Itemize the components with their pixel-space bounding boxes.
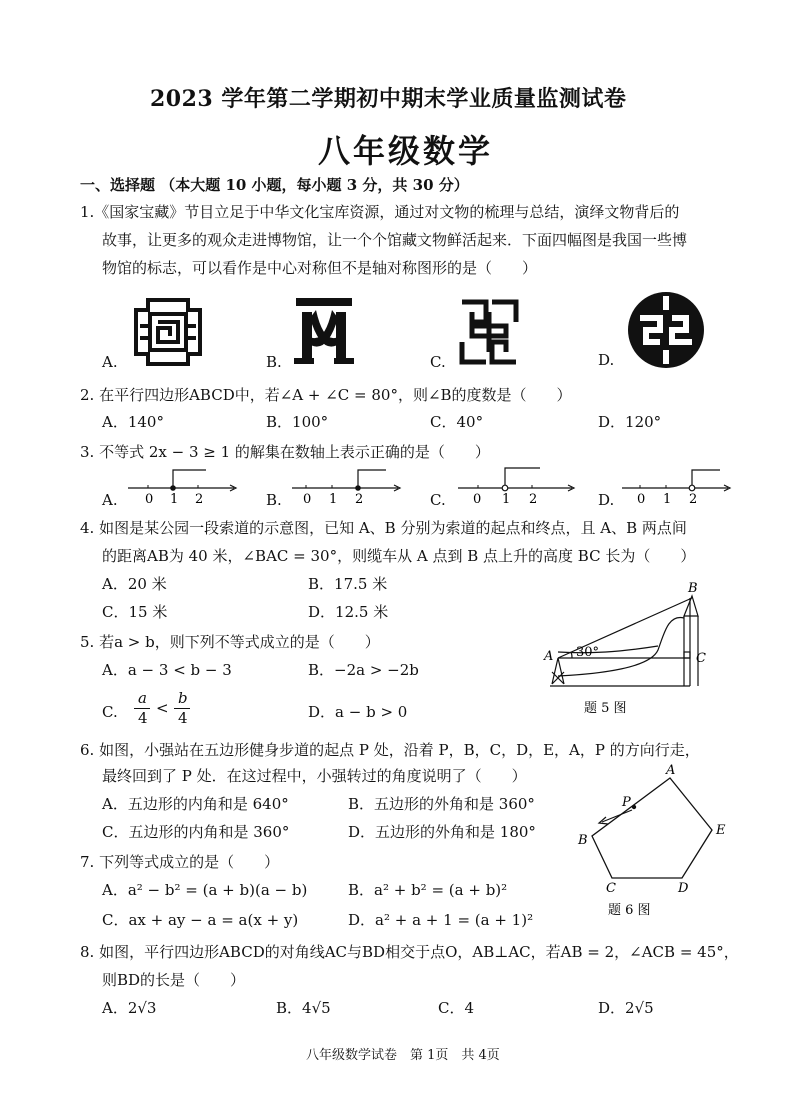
q3-stem: 3. 不等式 2x − 3 ≥ 1 的解集在数轴上表示正确的是（ ）: [80, 443, 490, 461]
q5-option-d: D．a − b > 0: [308, 703, 408, 721]
fig5-label-c: C: [696, 651, 706, 666]
q1-line3: 物馆的标志，可以看作是中心对称但不是轴对称图形的是（ ）: [102, 259, 538, 277]
q6-line2: 最终回到了 P 处．在这过程中，小强转过的角度说明了（ ）: [102, 767, 527, 785]
q4-option-c: C．15 米: [102, 603, 168, 621]
q5-option-a: A．a − 3 < b − 3: [102, 661, 232, 679]
q6-option-a: A．五边形的内角和是 640°: [102, 795, 289, 813]
q8-option-b: B．4√5: [276, 999, 331, 1017]
q2-option-b: B．100°: [266, 413, 329, 431]
q6-option-d: D．五边形的外角和是 180°: [348, 823, 536, 841]
q1-line2: 故事，让更多的观众走进博物馆，让一个个馆藏文物鲜活起来．下面四幅图是我国一些博: [102, 231, 688, 249]
q1-line1: 1.《国家宝藏》节目立足于中华文化宝库资源，通过对文物的梳理与总结，演绎文物背后的: [80, 203, 680, 221]
q1-option-a: A.: [102, 353, 118, 371]
q8-option-a: A．2√3: [102, 999, 157, 1017]
tick-1: 1: [170, 492, 179, 507]
q7-option-b: B．a² + b² = (a + b)²: [348, 881, 508, 899]
tick-2: 2: [355, 492, 364, 507]
page-footer: 八年级数学试卷 第 1页 共 4页: [306, 1048, 500, 1063]
exam-subject: 八年级数学: [318, 132, 494, 170]
q3-option-d: D.: [598, 491, 615, 509]
number-line-a: [126, 466, 238, 506]
q5-option-c: C.: [102, 703, 118, 721]
q4-option-d: D．12.5 米: [308, 603, 389, 621]
figure-6: [574, 762, 734, 924]
q6-option-b: B．五边形的外角和是 360°: [348, 795, 535, 813]
q7-option-c: C．ax + ay − a = a(x + y): [102, 911, 299, 929]
tick-0: 0: [473, 492, 482, 507]
fig6-label-p: P: [622, 795, 631, 810]
tick-2: 2: [529, 492, 538, 507]
fig6-label-d: D: [678, 881, 689, 896]
tick-1: 1: [329, 492, 338, 507]
tick-1: 1: [663, 492, 672, 507]
q8-option-d: D．2√5: [598, 999, 654, 1017]
fig6-label-a: A: [666, 763, 676, 778]
q5-stem: 5. 若a > b，则下列不等式成立的是（ ）: [80, 633, 380, 651]
q1-option-c: C.: [430, 353, 446, 371]
q7-option-a: A．a² − b² = (a + b)(a − b): [102, 881, 308, 899]
q4-line1: 4. 如图是某公园一段索道的示意图，已知 A、B 分别为索道的起点和终点，且 A、B 两点间: [80, 519, 687, 537]
fig6-label-c: C: [606, 881, 616, 896]
fig6-label-b: B: [578, 833, 588, 848]
number-line-b: [290, 466, 402, 506]
q4-line2: 的距离AB为 40 米，∠BAC = 30°，则缆车从 A 点到 B 点上升的高度 BC 长为（ ）: [102, 547, 696, 565]
museum-logo-a: [128, 296, 208, 368]
fig5-label-b: B: [688, 581, 698, 596]
q1-option-b: B.: [266, 353, 282, 371]
tick-0: 0: [637, 492, 646, 507]
number-line-d: [620, 466, 732, 506]
fig5-angle: 30°: [576, 645, 600, 660]
tick-2: 2: [689, 492, 698, 507]
number-line-c: [456, 464, 576, 506]
tick-0: 0: [145, 492, 154, 507]
museum-logo-d: [626, 290, 706, 370]
figure-5: [540, 576, 720, 718]
q2-option-a: A．140°: [102, 413, 164, 431]
q5-option-c-expression: a 4 < b 4: [134, 688, 214, 728]
q3-option-b: B.: [266, 491, 282, 509]
fig5-caption: 题 5 图: [584, 701, 627, 716]
fig5-label-a: A: [544, 649, 554, 664]
q6-line1: 6. 如图，小强站在五边形健身步道的起点 P 处，沿着 P，B，C，D，E，A，P 的方向行走，: [80, 741, 700, 759]
q3-option-a: A.: [102, 491, 118, 509]
q1-option-d: D.: [598, 351, 615, 369]
q8-option-c: C．4: [438, 999, 475, 1017]
q4-option-b: B．17.5 米: [308, 575, 388, 593]
q7-option-d: D．a² + a + 1 = (a + 1)²: [348, 911, 534, 929]
museum-logo-c: [458, 296, 520, 368]
q3-option-c: C.: [430, 491, 446, 509]
fig6-caption: 题 6 图: [608, 903, 651, 918]
tick-1: 1: [502, 492, 511, 507]
q8-line2: 则BD的长是（ ）: [102, 971, 246, 989]
museum-logo-b: [294, 296, 354, 366]
tick-2: 2: [195, 492, 204, 507]
q7-stem: 7. 下列等式成立的是（ ）: [80, 853, 280, 871]
section-heading: 一、选择题 （本大题 10 小题，每小题 3 分，共 30 分）: [80, 176, 469, 194]
q2-option-c: C．40°: [430, 413, 484, 431]
q8-line1: 8. 如图，平行四边形ABCD的对角线AC与BD相交于点O，AB⊥AC，若AB = 2，∠ACB = 45°，: [80, 943, 739, 961]
tick-0: 0: [303, 492, 312, 507]
q5-option-b: B．−2a > −2b: [308, 661, 419, 679]
q2-stem: 2. 在平行四边形ABCD中，若∠A + ∠C = 80°，则∠B的度数是（ ）: [80, 386, 572, 404]
fig6-label-e: E: [716, 823, 726, 838]
q4-option-a: A．20 米: [102, 575, 167, 593]
exam-title: 2023 学年第二学期初中期末学业质量监测试卷: [150, 86, 627, 112]
q6-option-c: C．五边形的内角和是 360°: [102, 823, 290, 841]
q2-option-d: D．120°: [598, 413, 662, 431]
